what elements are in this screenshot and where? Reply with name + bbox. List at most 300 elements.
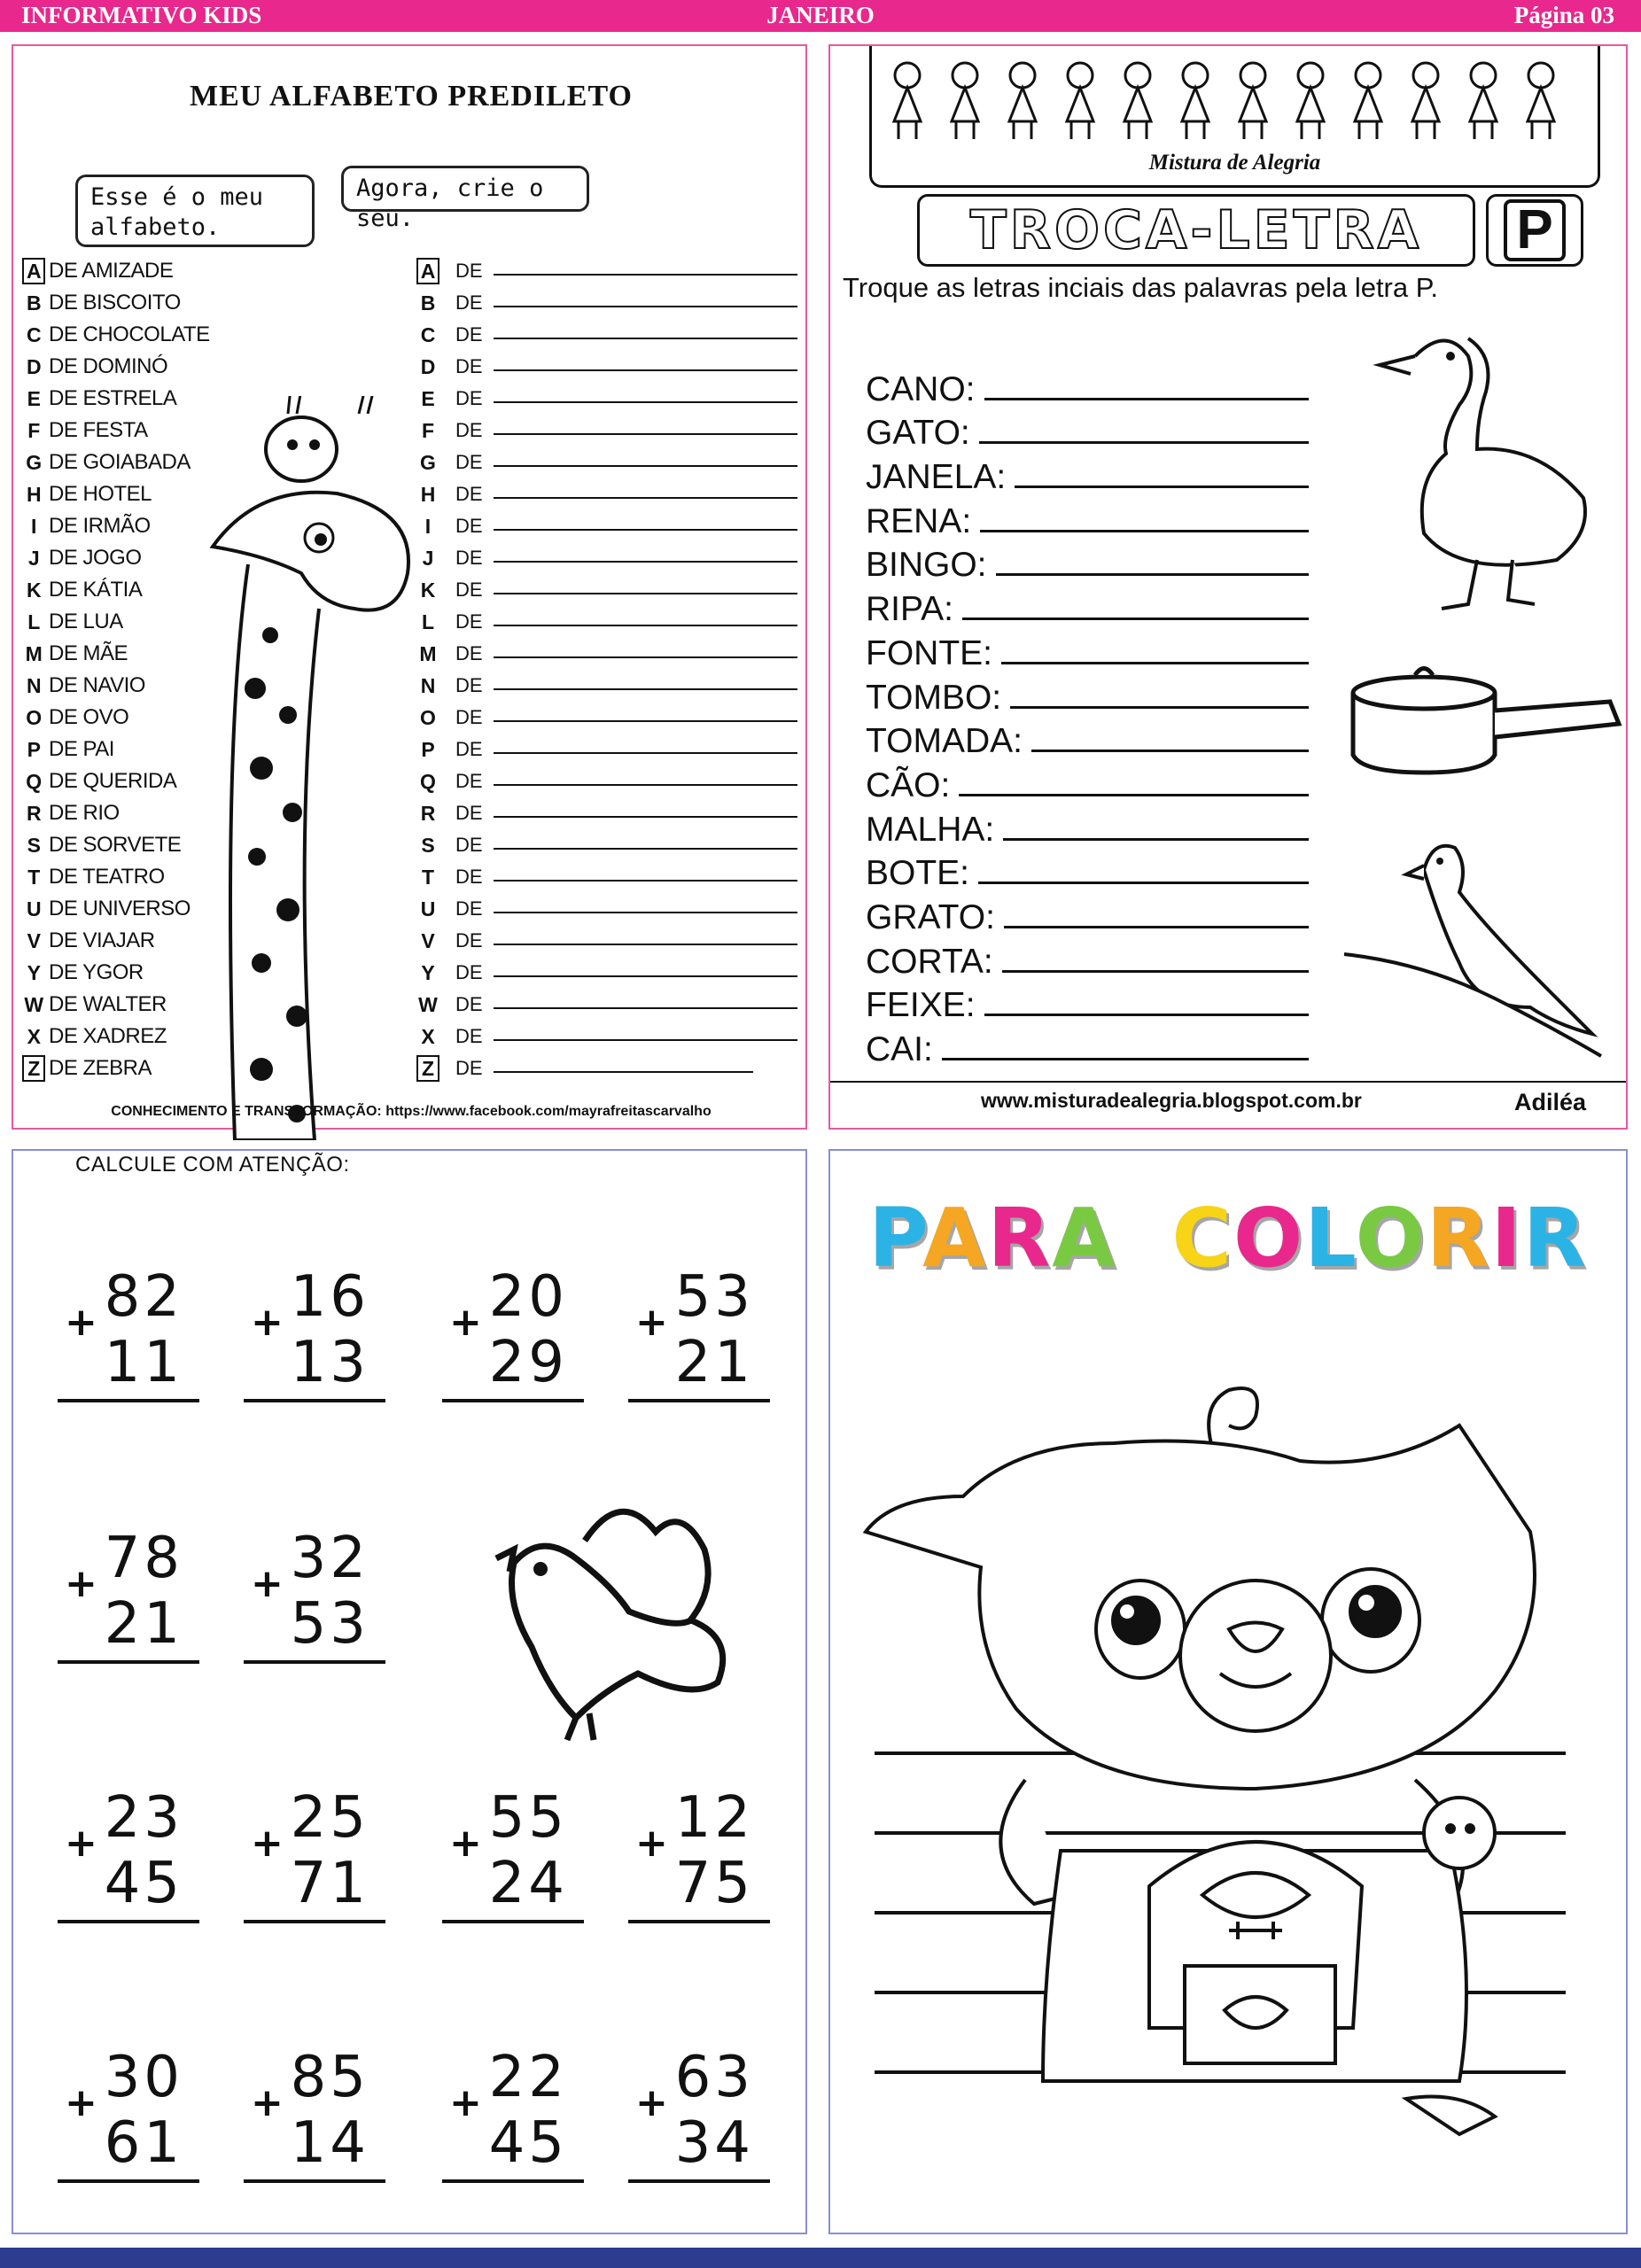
list-item	[416, 861, 806, 893]
letter-y: Y	[27, 960, 41, 984]
addition-problem	[442, 1266, 584, 1417]
de-label: DE	[455, 706, 483, 728]
answer-line[interactable]	[494, 465, 797, 467]
addend-bottom: 75	[674, 1851, 754, 1916]
list-item	[866, 673, 1309, 718]
letter-h: H	[420, 482, 436, 506]
coloring-panel	[828, 1149, 1628, 2234]
addition-problem	[244, 1266, 385, 1417]
addend-bottom: 45	[488, 2110, 568, 2176]
alphabet-word: DE RIO	[49, 801, 120, 825]
list-item	[416, 255, 806, 287]
duck-illustration	[1362, 321, 1592, 613]
answer-line[interactable]	[494, 338, 797, 339]
letter-z: Z	[416, 1055, 439, 1082]
letter-y: Y	[421, 960, 435, 984]
de-label: DE	[455, 929, 483, 951]
sum-line[interactable]	[628, 1920, 770, 1923]
alphabet-word: DE ZEBRA	[49, 1056, 152, 1080]
list-item	[866, 497, 1309, 541]
letter-r: R	[26, 801, 42, 825]
list-item	[416, 510, 806, 542]
addend-top: 30	[104, 2045, 183, 2110]
list-item	[416, 319, 806, 351]
title-letter: A	[1052, 1191, 1117, 1285]
list-item	[866, 1025, 1309, 1069]
list-item	[416, 734, 806, 765]
de-label: DE	[455, 834, 483, 856]
title-letter: L	[1304, 1191, 1356, 1285]
de-label: DE	[455, 866, 483, 888]
letter-z: Z	[22, 1055, 45, 1082]
addition-problem	[442, 1787, 584, 1938]
letter-c: C	[420, 322, 436, 346]
addend-top: 16	[290, 1264, 369, 1330]
letter-q: Q	[420, 769, 436, 793]
letter-a: A	[416, 258, 439, 284]
answer-line[interactable]	[494, 433, 797, 435]
answer-line[interactable]	[494, 912, 797, 913]
alphabet-word: DE LUA	[49, 610, 123, 633]
answer-line[interactable]	[980, 530, 1309, 532]
troca-word: CORTA:	[866, 942, 993, 981]
addend-bottom: 29	[488, 1330, 568, 1395]
de-label: DE	[455, 419, 483, 441]
alphabet-word: DE HOTEL	[49, 482, 152, 506]
letter-s: S	[421, 833, 435, 857]
answer-line[interactable]	[984, 1014, 1309, 1016]
answer-line[interactable]	[494, 306, 797, 307]
troca-word: GRATO:	[866, 897, 995, 936]
addition-problem	[628, 2047, 770, 2197]
sum-line[interactable]	[58, 2179, 199, 2183]
troca-word: CANO:	[866, 369, 976, 408]
list-item	[22, 542, 213, 574]
letter-h: H	[26, 482, 42, 506]
list-item	[866, 629, 1309, 673]
de-label: DE	[455, 961, 483, 983]
kids-row-illustration	[872, 50, 1603, 148]
math-title: CALCULE COM ATENÇÃO:	[75, 1153, 350, 1177]
list-item	[22, 638, 213, 670]
list-item	[22, 319, 213, 351]
alphabet-title: MEU ALFABETO PREDILETO	[190, 80, 633, 113]
letter-i: I	[424, 514, 432, 538]
plus-sign: +	[251, 1821, 284, 1866]
list-item	[22, 415, 213, 447]
plus-sign: +	[449, 2080, 482, 2125]
answer-line[interactable]	[1031, 750, 1309, 752]
plus-sign: +	[65, 1821, 97, 1866]
troca-word: FEIXE:	[866, 986, 976, 1025]
alphabet-word: DE JOGO	[49, 546, 142, 570]
troca-word: CÃO:	[866, 765, 951, 804]
letter-e: E	[421, 386, 435, 410]
answer-line[interactable]	[959, 794, 1309, 796]
sum-line[interactable]	[58, 1660, 199, 1664]
letter-c: C	[26, 322, 42, 346]
answer-line[interactable]	[494, 369, 797, 371]
answer-line[interactable]	[942, 1058, 1309, 1060]
list-item	[22, 510, 213, 542]
letter-x: X	[421, 1024, 435, 1048]
title-letter: A	[922, 1191, 988, 1285]
alphabet-word: DE VIAJAR	[49, 928, 155, 952]
letter-q: Q	[26, 769, 42, 793]
speech-bubble-right: Agora, crie o seu.	[341, 166, 589, 212]
sum-line[interactable]	[244, 2179, 385, 2183]
list-item	[866, 937, 1309, 982]
answer-line[interactable]	[494, 625, 797, 626]
coloring-title-word-1	[868, 1191, 1116, 1285]
de-label: DE	[455, 642, 483, 664]
alphabet-word: DE AMIZADE	[49, 259, 174, 283]
list-item	[866, 585, 1309, 629]
list-item	[866, 850, 1309, 894]
answer-line[interactable]	[494, 688, 797, 690]
list-item	[866, 453, 1309, 497]
alphabet-word: DE YGOR	[49, 960, 144, 984]
de-label: DE	[455, 738, 483, 760]
puppy-coloring-illustration	[839, 1355, 1619, 2223]
target-letter: P	[1504, 199, 1565, 261]
sum-line[interactable]	[442, 2179, 584, 2183]
giraffe-illustration	[186, 396, 416, 1140]
alphabet-footer-credit: CONHECIMENTO E TRANSFORMAÇÃO: https://www.facebook.com/mayrafreitascarvalho	[111, 1104, 712, 1119]
letter-t: T	[421, 865, 435, 889]
list-item	[416, 989, 806, 1021]
list-item	[22, 447, 213, 478]
sum-line[interactable]	[244, 1399, 385, 1402]
letter-f: F	[27, 418, 40, 442]
de-label: DE	[455, 770, 483, 792]
answer-line[interactable]	[494, 784, 797, 786]
addend-bottom: 14	[290, 2110, 369, 2176]
letter-o: O	[26, 705, 42, 729]
troca-word: RIPA:	[866, 590, 953, 629]
list-item	[416, 287, 806, 319]
alphabet-word: DE TEATRO	[49, 865, 165, 889]
troca-letra-title-box	[917, 194, 1475, 267]
title-letter: C	[1171, 1191, 1234, 1285]
addition-problem	[58, 2047, 199, 2197]
answer-line[interactable]	[1004, 926, 1309, 928]
de-label: DE	[455, 291, 483, 314]
addend-top: 78	[104, 1526, 183, 1591]
list-item	[416, 606, 806, 638]
answer-line[interactable]	[996, 573, 1309, 576]
answer-line[interactable]	[962, 617, 1309, 620]
alphabet-blank-list	[416, 255, 806, 1084]
troca-word: JANELA:	[866, 458, 1007, 497]
sum-line[interactable]	[58, 1920, 199, 1923]
list-item	[22, 765, 213, 797]
answer-line[interactable]	[1001, 662, 1309, 664]
letter-n: N	[26, 673, 42, 697]
list-item	[22, 734, 213, 765]
de-label: DE	[455, 610, 483, 633]
title-letter: O	[1355, 1191, 1427, 1285]
answer-line[interactable]	[494, 274, 797, 276]
list-item	[416, 1021, 806, 1052]
addend-top: 53	[674, 1264, 754, 1330]
answer-line[interactable]	[494, 1071, 753, 1073]
de-label: DE	[455, 355, 483, 377]
addend-top: 12	[674, 1785, 754, 1851]
addition-problem	[442, 2047, 584, 2197]
addition-problem	[58, 1787, 199, 1938]
plus-sign: +	[65, 1561, 97, 1606]
de-label: DE	[455, 1057, 483, 1079]
alphabet-word: DE GOIABADA	[49, 450, 191, 474]
list-item	[416, 702, 806, 734]
list-item	[22, 829, 213, 861]
addend-bottom: 34	[674, 2110, 754, 2176]
list-item	[22, 861, 213, 893]
de-label: DE	[455, 451, 483, 473]
addend-top: 25	[290, 1785, 369, 1851]
list-item	[22, 1021, 213, 1052]
blog-url[interactable]: www.misturadealegria.blogspot.com.br	[981, 1089, 1362, 1112]
sum-line[interactable]	[244, 1660, 385, 1664]
alphabet-word: DE MÃE	[49, 641, 128, 665]
answer-line[interactable]	[978, 882, 1309, 884]
answer-line[interactable]	[984, 398, 1309, 400]
alphabet-word: DE CHOCOLATE	[49, 322, 210, 346]
list-item	[22, 1052, 213, 1084]
troca-word: GATO:	[866, 414, 970, 453]
answer-line[interactable]	[494, 1039, 797, 1041]
letter-v: V	[421, 928, 435, 952]
letter-j: J	[422, 546, 434, 570]
list-item	[416, 670, 806, 702]
addend-top: 23	[104, 1785, 183, 1851]
alphabet-word: DE IRMÃO	[49, 514, 151, 538]
list-item	[22, 287, 213, 319]
letter-p: P	[421, 737, 435, 761]
brand-name: Mistura de Alegria	[1148, 151, 1321, 175]
list-item	[416, 351, 806, 383]
answer-line[interactable]	[494, 1007, 797, 1009]
de-label: DE	[455, 515, 483, 537]
alphabet-example-list	[22, 255, 213, 1084]
alphabet-word: DE FESTA	[49, 418, 148, 442]
answer-line[interactable]	[494, 561, 797, 563]
letter-g: G	[26, 450, 42, 474]
list-item	[22, 351, 213, 383]
letter-n: N	[420, 673, 436, 697]
list-item	[22, 606, 213, 638]
answer-line[interactable]	[494, 497, 797, 499]
addend-top: 63	[674, 2045, 754, 2110]
sum-line[interactable]	[442, 1399, 584, 1402]
troca-instruction: Troque as letras inciais das palavras pela letra P.	[843, 272, 1439, 303]
sum-line[interactable]	[58, 1399, 199, 1402]
title-letter: R	[987, 1191, 1053, 1285]
page-header	[0, 0, 1641, 32]
list-item	[866, 365, 1309, 409]
list-item	[416, 638, 806, 670]
list-item	[416, 765, 806, 797]
title-letter: O	[1233, 1191, 1305, 1285]
answer-line[interactable]	[494, 975, 797, 977]
plus-sign: +	[251, 1300, 284, 1345]
sum-line[interactable]	[442, 1920, 584, 1923]
addend-bottom: 13	[290, 1330, 369, 1395]
plus-sign: +	[635, 1300, 668, 1345]
addend-bottom: 24	[488, 1851, 568, 1916]
coloring-title	[830, 1191, 1626, 1285]
letter-l: L	[421, 610, 435, 633]
list-item	[866, 982, 1309, 1026]
letter-o: O	[420, 705, 436, 729]
letter-e: E	[27, 386, 41, 410]
alphabet-word: DE BISCOITO	[49, 291, 181, 315]
list-item	[22, 989, 213, 1021]
list-item	[22, 383, 213, 415]
troca-word: MALHA:	[866, 810, 995, 849]
footer-divider	[830, 1081, 1626, 1083]
de-label: DE	[455, 802, 483, 824]
letter-f: F	[421, 418, 435, 442]
header-page-number: Página 03	[1513, 2, 1614, 28]
list-item	[22, 255, 213, 287]
header-publication: INFORMATIVO KIDS	[21, 2, 262, 28]
troca-word: FONTE:	[866, 633, 992, 672]
list-item	[22, 797, 213, 829]
plus-sign: +	[449, 1821, 482, 1866]
letter-g: G	[420, 450, 436, 474]
de-label: DE	[455, 993, 483, 1015]
letter-x: X	[27, 1024, 41, 1048]
letter-b: B	[26, 291, 42, 315]
addend-bottom: 11	[104, 1330, 183, 1395]
list-item	[416, 1052, 806, 1084]
addend-top: 32	[290, 1526, 369, 1591]
sum-line[interactable]	[628, 2179, 770, 2183]
answer-line[interactable]	[1010, 706, 1309, 709]
page-footer-bar	[0, 2248, 1641, 2268]
answer-line[interactable]	[494, 656, 797, 658]
plus-sign: +	[251, 2080, 284, 2125]
addition-problem	[58, 1527, 199, 1678]
troca-word: TOMBO:	[866, 678, 1002, 717]
target-letter-box	[1486, 194, 1583, 267]
list-item	[22, 574, 213, 606]
de-label: DE	[455, 1025, 483, 1047]
addend-bottom: 61	[104, 2110, 183, 2176]
answer-line[interactable]	[979, 441, 1309, 444]
troca-word: CAI:	[866, 1030, 933, 1068]
answer-line[interactable]	[494, 880, 797, 882]
letter-i: I	[31, 514, 36, 538]
letter-l: L	[27, 610, 40, 633]
bird-on-branch-illustration	[1335, 830, 1619, 1060]
list-item	[22, 478, 213, 510]
alphabet-word: DE QUERIDA	[49, 769, 177, 793]
brand-banner	[869, 46, 1600, 188]
plus-sign: +	[251, 1561, 284, 1606]
list-item	[866, 541, 1309, 586]
letter-v: V	[27, 928, 41, 952]
math-panel	[12, 1149, 807, 2234]
troca-word: BINGO:	[866, 546, 987, 585]
de-label: DE	[455, 579, 483, 601]
alphabet-word: DE NAVIO	[49, 673, 145, 697]
addend-top: 82	[104, 1264, 183, 1330]
answer-line[interactable]	[494, 529, 797, 531]
answer-line[interactable]	[1002, 970, 1309, 973]
addend-bottom: 71	[290, 1851, 369, 1916]
list-item	[416, 925, 806, 957]
alphabet-word: DE PAI	[49, 737, 114, 761]
letter-d: D	[420, 354, 436, 378]
letter-s: S	[27, 833, 41, 857]
list-item	[416, 415, 806, 447]
addend-top: 22	[488, 2045, 568, 2110]
list-item	[22, 925, 213, 957]
letter-k: K	[26, 578, 42, 602]
bird-illustration	[478, 1496, 744, 1753]
troca-word: BOTE:	[866, 854, 970, 893]
answer-line[interactable]	[494, 401, 797, 403]
list-item	[22, 670, 213, 702]
list-item	[416, 893, 806, 925]
answer-line[interactable]	[494, 752, 797, 754]
troca-letra-panel	[828, 44, 1628, 1130]
de-label: DE	[455, 674, 483, 696]
letter-w: W	[24, 992, 43, 1016]
answer-line[interactable]	[494, 816, 797, 818]
addition-problem	[244, 2047, 385, 2197]
title-letter: P	[868, 1191, 923, 1285]
answer-line[interactable]	[494, 848, 797, 850]
header-month: JANEIRO	[766, 2, 875, 28]
letter-b: B	[420, 291, 436, 315]
answer-line[interactable]	[1003, 838, 1309, 841]
troca-word-list	[866, 365, 1309, 1069]
letter-k: K	[420, 578, 436, 602]
addend-bottom: 21	[104, 1591, 183, 1657]
letter-j: J	[27, 546, 40, 570]
letter-u: U	[26, 897, 42, 920]
sum-line[interactable]	[628, 1399, 770, 1402]
addition-problem	[244, 1787, 385, 1938]
answer-line[interactable]	[494, 944, 797, 945]
list-item	[416, 797, 806, 829]
list-item	[22, 957, 213, 989]
de-label: DE	[455, 387, 483, 409]
troca-word: RENA:	[866, 501, 972, 540]
list-item	[416, 542, 806, 574]
alphabet-word: DE XADREZ	[49, 1024, 167, 1048]
sum-line[interactable]	[244, 1920, 385, 1923]
cooking-pot-illustration	[1344, 649, 1637, 781]
list-item	[416, 383, 806, 415]
de-label: DE	[455, 323, 483, 346]
author-name: Adiléa	[1514, 1089, 1587, 1115]
answer-line[interactable]	[494, 593, 797, 594]
addition-problem	[628, 1266, 770, 1417]
letter-t: T	[27, 865, 40, 889]
alphabet-word: DE ESTRELA	[49, 386, 177, 410]
list-item	[416, 574, 806, 606]
answer-line[interactable]	[494, 720, 797, 722]
plus-sign: +	[635, 2080, 668, 2125]
answer-line[interactable]	[1015, 485, 1309, 488]
addend-bottom: 21	[674, 1330, 754, 1395]
title-letter: R	[1522, 1191, 1588, 1285]
